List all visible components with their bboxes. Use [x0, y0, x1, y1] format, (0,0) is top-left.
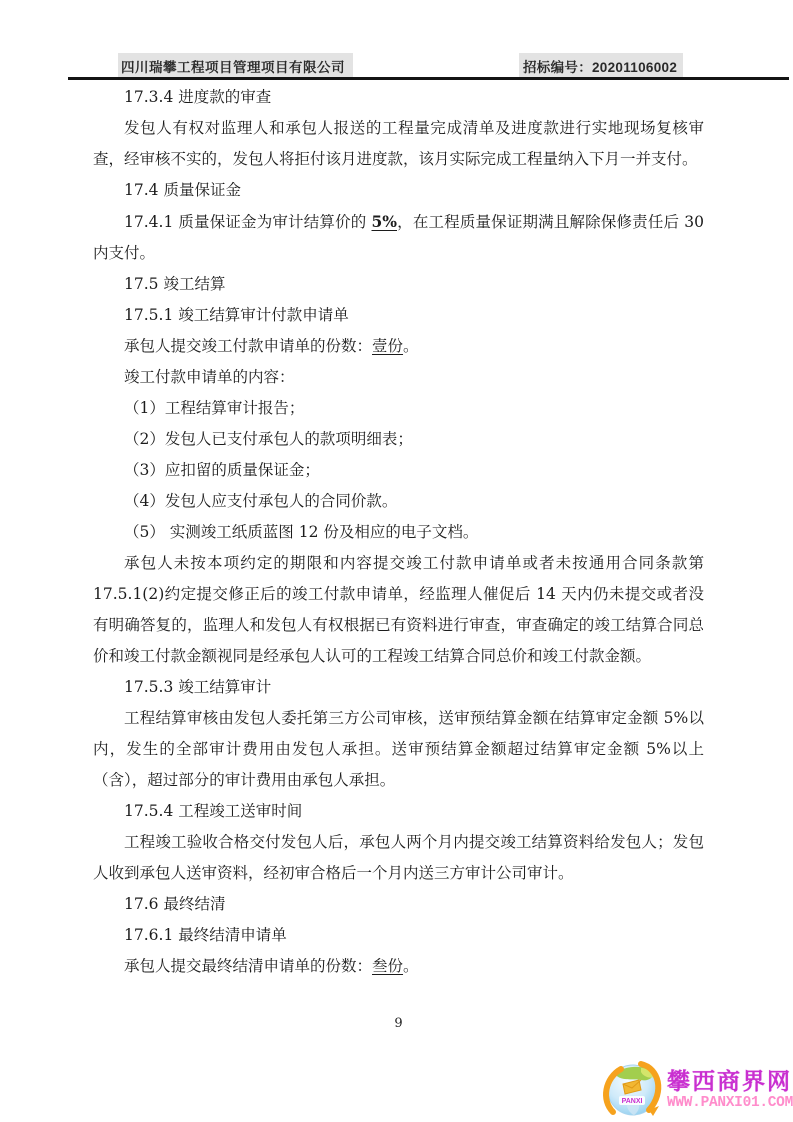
- text-run: 5%: [371, 212, 398, 231]
- text-run: （4）发包人应支付承包人的合同价款。: [124, 492, 398, 510]
- text-run: 。: [403, 957, 419, 975]
- globe-icon: [601, 1060, 665, 1120]
- paragraph: [93, 362, 704, 393]
- list-item: [93, 517, 704, 548]
- text-run: 壹份: [372, 337, 404, 355]
- text-run: 17.5.1 竣工结算审计付款申请单: [124, 306, 349, 324]
- watermark: [601, 1060, 793, 1120]
- section-heading: [93, 175, 704, 206]
- text-run: （1）工程结算审计报告；: [124, 399, 305, 417]
- text-run: 承包人提交最终结清申请单的份数：: [124, 957, 373, 975]
- text-run: 17.6.1 最终结清申请单: [124, 926, 287, 944]
- paragraph: [93, 331, 704, 362]
- text-run: 工程竣工验收合格交付发包人后，承包人两个月内提交竣工结算资料给发包人；发包人收到承包人送审资料，经初审合格后一个月内送三方审计公司审计。: [93, 833, 704, 882]
- document-body: [93, 82, 704, 982]
- text-run: 竣工付款申请单的内容：: [124, 368, 295, 386]
- header-company-name: 四川瑞攀工程项目管理项目有限公司: [118, 53, 353, 79]
- watermark-text: [666, 1067, 793, 1111]
- section-heading: [93, 269, 704, 300]
- text-run: （2）发包人已支付承包人的款项明细表；: [124, 430, 413, 448]
- text-run: 17.3.4 进度款的审查: [124, 88, 272, 106]
- text-run: 17.6 最终结清: [124, 895, 226, 913]
- list-item: [93, 455, 704, 486]
- text-run: 17.4.1 质量保证金为审计结算价的: [124, 213, 372, 231]
- text-run: 17.5 竣工结算: [124, 275, 226, 293]
- text-run: 承包人提交竣工付款申请单的份数：: [124, 337, 373, 355]
- text-run: 17.5.3 竣工结算审计: [124, 678, 272, 696]
- section-heading: [93, 672, 704, 703]
- text-run: 。: [403, 337, 419, 355]
- text-run: ，在工程质量保证期满且解除保修责任后 30 内支付。: [93, 213, 705, 262]
- text-run: 承包人未按本项约定的期限和内容提交竣工付款申请单或者未按通用合同条款第17.5.1(2)约定提交修正后的竣工付款申请单，经监理人催促后 14 天内仍未提交或者没有明确答复的，监理人和发包人有权根据已有资料进行审查，审查确定的竣工结算合同总价和竣工付款金额视同是经承包人认可的工程竣工结算合同总价和竣工付款金额。: [93, 554, 704, 665]
- paragraph: [93, 703, 704, 796]
- text-run: 17.5.4 工程竣工送审时间: [124, 802, 303, 820]
- text-run: 工程结算审核由发包人委托第三方公司审核，送审预结算金额在结算审定金额 5%以内，发生的全部审计费用由发包人承担。送审预结算金额超过结算审定金额 5%以上（含），超过部分的审计费用由承包人承担。: [93, 709, 704, 789]
- paragraph: [93, 827, 704, 889]
- section-heading: [93, 920, 704, 951]
- paragraph: [93, 548, 704, 672]
- header-bid-number: 招标编号：20201106002: [519, 53, 683, 79]
- text-run: （3）应扣留的质量保证金；: [124, 461, 320, 479]
- list-item: [93, 393, 704, 424]
- section-heading: [93, 796, 704, 827]
- logo-text: PANXI: [621, 1098, 643, 1105]
- section-heading: [93, 300, 704, 331]
- text-run: 发包人有权对监理人和承包人报送的工程量完成清单及进度款进行实地现场复核审查，经审核不实的，发包人将拒付该月进度款，该月实际完成工程量纳入下月一并支付。: [93, 119, 704, 168]
- page-number: 9: [394, 1016, 403, 1031]
- paragraph: [93, 951, 704, 982]
- paragraph: [93, 113, 704, 175]
- text-run: （5） 实测竣工纸质蓝图 12 份及相应的电子文档。: [124, 523, 479, 541]
- section-heading: [93, 889, 704, 920]
- paragraph: [93, 206, 704, 269]
- site-url: WWW.PANXI01.COM: [666, 1094, 793, 1111]
- site-name: 攀西商界网: [666, 1067, 792, 1094]
- text-run: 叁份: [372, 957, 404, 975]
- text-run: 17.4 质量保证金: [124, 181, 241, 199]
- list-item: [93, 486, 704, 517]
- section-heading: [93, 82, 704, 113]
- header-divider: [68, 77, 789, 80]
- list-item: [93, 424, 704, 455]
